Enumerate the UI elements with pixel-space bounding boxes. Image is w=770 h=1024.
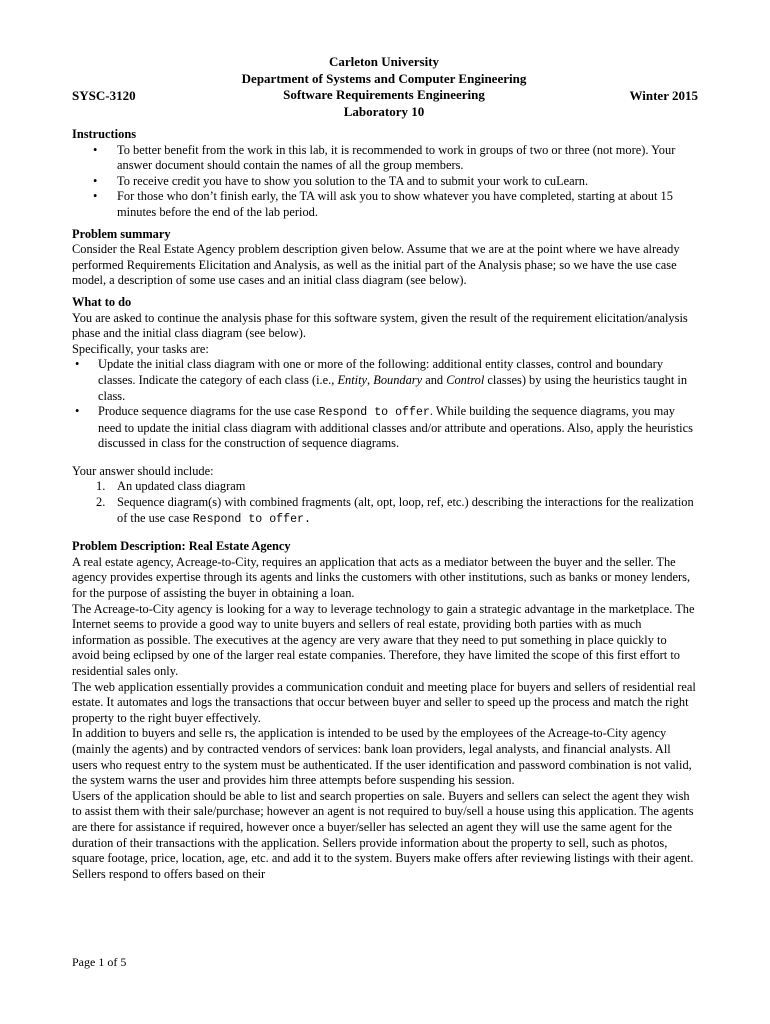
- answer-label: Your answer should include:: [72, 463, 214, 478]
- todo-section: [72, 295, 697, 527]
- list-item: 1. An updated class diagram: [96, 479, 246, 494]
- todo-intro: You are asked to continue the analysis phase for this software system, given the result of the requirement elicitation/analysis phase and the initial class diagram (see below).: [72, 310, 688, 341]
- list-item: • For those who don’t finish early, the TA will ask you to show whatever you have completed, starting at about 15 minutes before the end of the lab period.: [72, 189, 697, 220]
- university-name: Carleton University: [328, 54, 440, 69]
- instructions-section: [72, 127, 697, 221]
- instructions-heading: Instructions: [72, 127, 137, 141]
- description-paragraph: The Acreage-to-City agency is looking for a way to leverage technology to gain a strategic advantage in the marketplace. The Internet seems to provide a good way to unite buyers and sellers of real estate, providing both parties with as much information as possible. The executives at the agency are very aware that they need to put something in place quickly to avoid being eclipsed by one of the larger real estate companies. Therefore, they have limited the scope of this first effort to residential sales only.: [72, 601, 695, 678]
- control-term: Control: [446, 372, 485, 387]
- term: Winter 2015: [629, 88, 698, 103]
- use-case-name: Respond to offer: [318, 406, 430, 420]
- tasks-label: Specifically, your tasks are:: [72, 341, 209, 356]
- boundary-term: Boundary: [373, 372, 423, 387]
- todo-heading: What to do: [72, 294, 132, 309]
- description-paragraph: Users of the application should be able to list and search properties on sale. Buyers and sellers can select the agent they wish to assist them with their sale/purchase; however an agent is not required to buy/sell a house using this application. The agents are there for assistance if required, however once a buyer/seller has selected an agent they will use the same agent for the duration of their transactions with the application. Sellers provide information about the property to sell, such as photos, square footage, price, location, age, etc. and add it to the system. Buyers make offers after reviewing listings with their agent. Sellers respond to offers based on their: [72, 788, 694, 881]
- list-item: 2. Sequence diagram(s) with combined fragments (alt, opt, loop, ref, etc.) describing the interactions for the realization of the use case Respond to offer.: [96, 495, 694, 526]
- answer-list: [72, 479, 697, 527]
- entity-term: Entity: [337, 372, 368, 387]
- document-body: [72, 127, 697, 882]
- lab-title: Laboratory 10: [343, 104, 425, 119]
- summary-text: Consider the Real Estate Agency problem description given below. Assume that we are at the point where we have already performed Requirements Elicitation and Analysis, as well as the initial part of the Analysis phase; so we have the use case model, a description of some use cases and an initial class diagram (see below).: [72, 242, 680, 288]
- course-title: Software Requirements Engineering: [283, 87, 485, 102]
- page-number: Page 1 of 5: [72, 955, 127, 969]
- course-code: SYSC-3120: [72, 88, 136, 103]
- instructions-list: [72, 143, 697, 221]
- summary-section: [72, 227, 697, 289]
- summary-heading: Problem summary: [72, 226, 171, 241]
- tasks-list: [72, 357, 697, 452]
- list-item: • Produce sequence diagrams for the use case Respond to offer. While building the sequence diagrams, you may need to update the initial class diagram with additional classes and/or attribute and operations. Also, apply the heuristics discussed in class for the construction of sequence diagrams.: [72, 404, 697, 452]
- use-case-name: Respond to offer.: [192, 512, 311, 526]
- list-item: • To better benefit from the work in this lab, it is recommended to work in groups of two or three (not more). Your answer document should contain the names of all the group members.: [72, 143, 697, 174]
- description-paragraph: The web application essentially provides a communication conduit and meeting place for buyers and sellers of residential real estate. It automates and logs the transactions that occur between buyer and seller to speed up the process and match the right property to the right buyer effectively.: [72, 679, 696, 725]
- list-item: • To receive credit you have to show you solution to the TA and to submit your work to cuLearn.: [72, 174, 697, 190]
- list-item: • Update the initial class diagram with one or more of the following: additional entity classes, control and boundary classes. Indicate the category of each class (i.e., Entity, Boundary and Control classes) by using the heuristics taught in class.: [72, 357, 697, 404]
- description-paragraph: In addition to buyers and selle rs, the application is intended to be used by the employees of the Acreage-to-City agency (mainly the agents) and by contracted vendors of services: bank loan providers, legal analysts, and financial analysts. All users who request entry to the system must be authenticated. If the user identification and password combination is not valid, the system warns the user and provides him three attempts before suspending his session.: [72, 726, 692, 788]
- description-paragraph: A real estate agency, Acreage-to-City, requires an application that acts as a mediator between the buyer and the seller. The agency provides expertise through its agents and links the customers with other institutions, such as banks or money lenders, for the purpose of assisting the buyer in obtaining a loan.: [72, 554, 691, 601]
- description-section: [72, 539, 697, 882]
- department-name: Department of Systems and Computer Engineering: [241, 70, 527, 86]
- description-heading: Problem Description: Real Estate Agency: [72, 539, 291, 554]
